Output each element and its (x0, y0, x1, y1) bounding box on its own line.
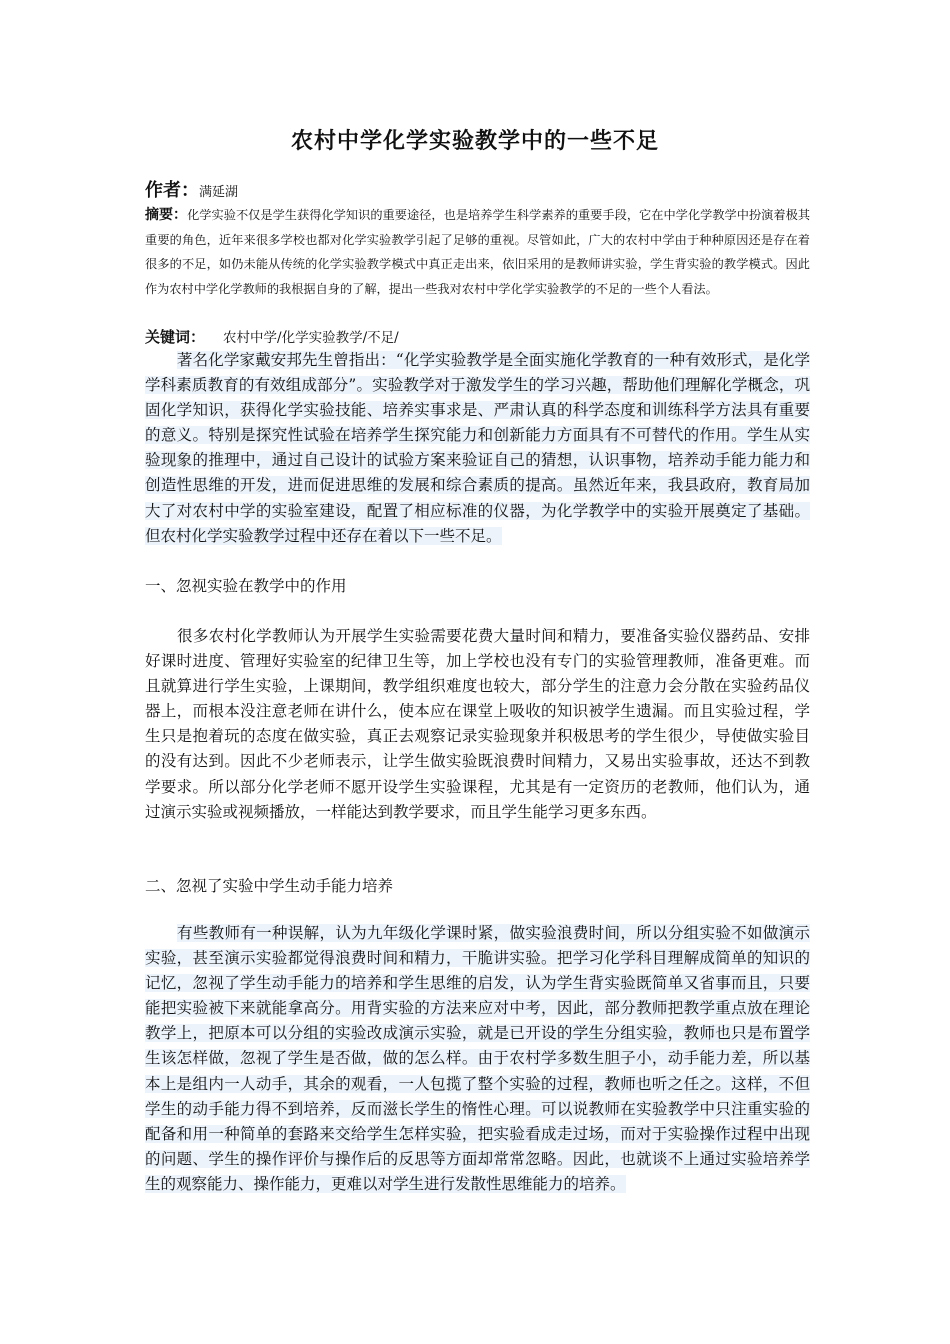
keywords-value: 农村中学/化学实验教学/不足/ (223, 330, 399, 346)
author-label: 作者： (145, 180, 199, 201)
abstract-label: 摘要： (145, 207, 188, 223)
author-name: 满延湖 (199, 185, 239, 200)
document-title: 农村中学化学实验教学中的一些不足 (290, 128, 659, 154)
keywords-line (145, 326, 399, 347)
section-2-text: 有些教师有一种误解，认为九年级化学课时紧，做实验浪费时间，所以分组实验不如做演示实验，甚至演示实验都觉得浪费时间和精力，干脆讲实验。把学习化学科目理解成简单的知识的记忆，忽视了学生动手能力的培养和学生思维的启发，认为学生背实验既简单又省事而且，只要能把实验被下来就能拿高分。用背实验的方法来应对中考，因此，部分教师把教学重点放在理论教学上，把原本可以分组的实验改成演示实验，就是已开设的学生分组实验，教师也只是布置学生该怎样做，忽视了学生是否做，做的怎么样。由于农村学多数生胆子小，动手能力差，所以基本上是组内一人动手，其余的观看，一人包揽了整个实验的过程，教师也听之任之。这样，不但学生的动手能力得不到培养，反而滋长学生的惰性心理。可以说教师在实验教学中只注重实验的配备和用一种简单的套路来交给学生怎样实验，把实验看成走过场，而对于实验操作过程中出现的问题、学生的操作评价与操作后的反思等方面却常常忽略。因此，也就谈不上通过实验培养学生的观察能力、操作能力，更难以对学生进行发散性思维能力的培养。 (145, 924, 810, 1193)
section-1-paragraph: 很多农村化学教师认为开展学生实验需要花费大量时间和精力，要准备实验仪器药品、安排好课时进度、管理好实验室的纪律卫生等，加上学校也没有专门的实验管理教师，准备更难。而且就算进行学生实验，上课期间，教学组织难度也较大，部分学生的注意力会分散在实验药品仪器上，而根本没注意老师在讲什么，使本应在课堂上吸收的知识被学生遗漏。而且实验过程，学生只是抱着玩的态度在做实验，真正去观察记录实验现象并积极思考的学生很少，导使做实验目的没有达到。因此不少老师表示，让学生做实验既浪费时间精力，又易出实验事故，还达不到教学要求。所以部分化学老师不愿开设学生实验课程，尤其是有一定资历的老教师，他们认为，通过演示实验或视频播放，一样能达到教学要求，而且学生能学习更多东西。 (145, 627, 810, 821)
author-line (145, 176, 238, 202)
section-heading-2: 二、忽视了实验中学生动手能力培养 (145, 877, 394, 895)
abstract-block (145, 203, 810, 302)
intro-text: 著名化学家戴安邦先生曾指出：“化学实验教学是全面实施化学教育的一种有效形式，是化学学科素质教育的有效组成部分”。实验教学对于激发学生的学习兴趣，帮助他们理解化学概念，巩固化学知识，获得化学实验技能、培养实事求是、严肃认真的科学态度和训练科学方法具有重要的意义。特别是探究性试验在培养学生探究能力和创新能力方面具有不可替代的作用。学生从实验现象的推理中，通过自己设计的试验方案来验证自己的猜想，认识事物，培养动手能力能力和创造性思维的开发，进而促进思维的发展和综合素质的提高。虽然近年来，我县政府，教育局加大了对农村中学的实验室建设，配置了相应标准的仪器，为化学教学中的实验开展奠定了基础。但农村化学实验教学过程中还存在着以下一些不足。 (145, 351, 810, 545)
keywords-label: 关键词： (145, 328, 206, 346)
section-heading-1: 一、忽视实验在教学中的作用 (145, 577, 347, 595)
section-2-paragraph (145, 921, 810, 1197)
abstract-text: 化学实验不仅是学生获得化学知识的重要途径，也是培养学生科学素养的重要手段，它在中学化学教学中扮演着极其重要的角色，近年来很多学校也都对化学实验教学引起了足够的重视。尽管如此，广大的农村中学由于种种原因还是存在着很多的不足，如仍未能从传统的化学实验教学模式中真正走出来，依旧采用的是教师讲实验，学生背实验的教学模式。因此作为农村中学化学教师的我根据自身的了解，提出一些我对农村中学化学实验教学的不足的一些个人看法。 (145, 208, 811, 297)
intro-paragraph (145, 348, 810, 549)
